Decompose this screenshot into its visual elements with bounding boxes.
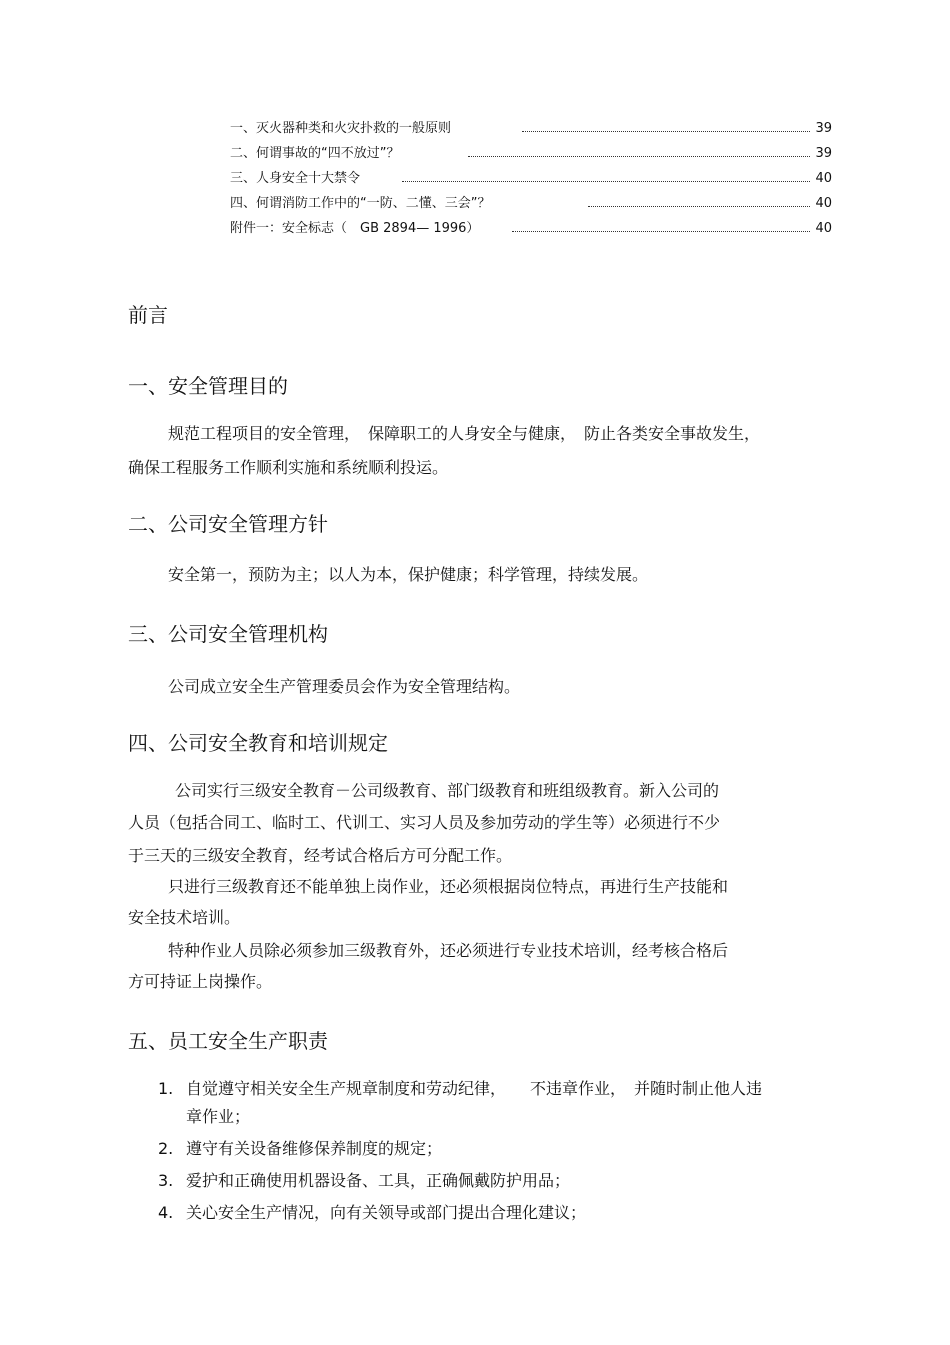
paragraph-line: 安全第一，预防为主；以人为本，保护健康；科学管理，持续发展。 [168, 565, 649, 584]
toc-entry-title: 附件一：安全标志（ GB 2894— 1996） [230, 221, 480, 236]
paragraph-line: 安全技术培训。 [128, 908, 241, 927]
list-item-number: 2. [158, 1139, 174, 1158]
list-item-text: 爱护和正确使用机器设备、工具，正确佩戴防护用品； [186, 1171, 571, 1190]
toc-entry[interactable] [230, 220, 832, 245]
toc-entry-title: 二、何谓事故的“四不放过”？ [230, 146, 400, 161]
paragraph-line: 只进行三级教育还不能单独上岗作业，还必须根据岗位特点，再进行生产技能和 [168, 877, 729, 896]
list-item [158, 1078, 838, 1128]
preface-heading: 前言 [128, 303, 168, 327]
toc-leader-dots [402, 180, 810, 182]
list-item-number: 1. [158, 1079, 174, 1098]
paragraph-line: 特种作业人员除必须参加三级教育外，还必须进行专业技术培训，经考核合格后 [168, 941, 729, 960]
list-item-text: 遵守有关设备维修保养制度的规定； [186, 1139, 443, 1158]
list-item [158, 1170, 838, 1192]
paragraph-line: 公司成立安全生产管理委员会作为安全管理结构。 [168, 677, 521, 696]
list-item [158, 1202, 838, 1224]
toc-entry-title: 三、人身安全十大禁令 [230, 171, 361, 186]
list-item [158, 1138, 838, 1160]
paragraph-line: 方可持证上岗操作。 [128, 972, 273, 991]
toc-entry[interactable] [230, 195, 832, 220]
section-heading: 四、公司安全教育和培训规定 [128, 731, 388, 755]
list-item-text: 关心安全生产情况，向有关领导或部门提出合理化建议； [186, 1203, 587, 1222]
section-heading: 五、员工安全生产职责 [128, 1029, 328, 1053]
toc-entry-page: 40 [815, 171, 832, 186]
paragraph-line: 人员（包括合同工、临时工、代训工、实习人员及参加劳动的学生等）必须进行不少 [128, 813, 721, 832]
toc-entry-title: 一、灭火器种类和火灾扑救的一般原则 [230, 121, 452, 136]
toc-entry-page: 39 [815, 146, 832, 161]
toc-entry-title: 四、何谓消防工作中的“一防、二懂、三会”？ [230, 196, 491, 211]
paragraph-line: 规范工程项目的安全管理， 保障职工的人身安全与健康， 防止各类安全事故发生， [168, 424, 761, 443]
list-item-text: 自觉遵守相关安全生产规章制度和劳动纪律， 不违章作业， 并随时制止他人违 [186, 1079, 763, 1098]
paragraph-line: 确保工程服务工作顺利实施和系统顺利投运。 [128, 458, 449, 477]
toc-entry-page: 39 [815, 121, 832, 136]
list-item-text: 章作业； [186, 1107, 251, 1126]
section-heading: 二、公司安全管理方针 [128, 512, 328, 536]
list-item-number: 4. [158, 1203, 174, 1222]
toc-entry-page: 40 [815, 196, 832, 211]
toc-entry[interactable] [230, 145, 832, 170]
toc-entry[interactable] [230, 170, 832, 195]
toc-leader-dots [588, 205, 810, 207]
table-of-contents [230, 120, 832, 245]
toc-leader-dots [468, 155, 810, 157]
toc-entry[interactable] [230, 120, 832, 145]
toc-leader-dots [512, 230, 810, 232]
duties-list [158, 1078, 838, 1224]
paragraph-line: 于三天的三级安全教育，经考试合格后方可分配工作。 [128, 846, 513, 865]
section-heading: 三、公司安全管理机构 [128, 622, 328, 646]
list-item-number: 3. [158, 1171, 174, 1190]
toc-leader-dots [522, 130, 810, 132]
section-heading: 一、安全管理目的 [128, 374, 288, 398]
toc-entry-page: 40 [815, 221, 832, 236]
paragraph-line: 公司实行三级安全教育－公司级教育、部门级教育和班组级教育。新入公司的 [175, 781, 720, 800]
